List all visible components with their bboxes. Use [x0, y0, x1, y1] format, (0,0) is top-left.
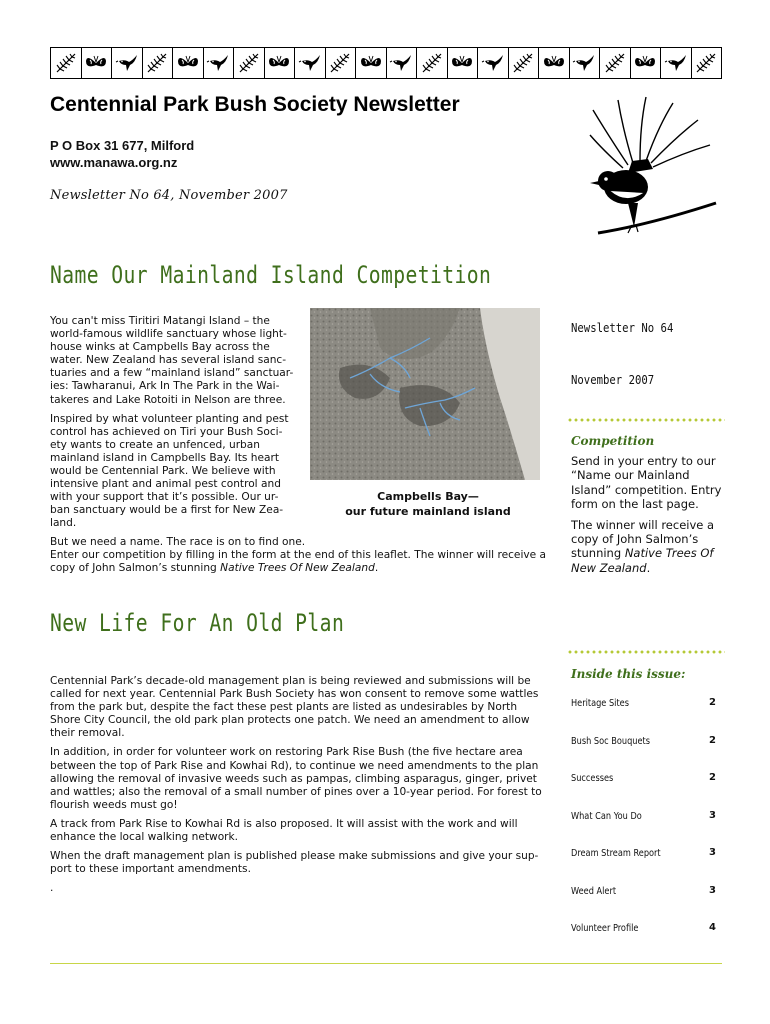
bird-icon [295, 48, 326, 78]
sidebar-issue-date: November 2007 [571, 372, 655, 387]
toc-item[interactable]: Successes 2 [571, 772, 716, 784]
page-number: 4 [709, 922, 716, 933]
bird-icon [112, 48, 143, 78]
bird-icon [387, 48, 418, 78]
sidebar-competition-body [571, 454, 731, 581]
sidebar-issue-number: Newsletter No 64 [571, 320, 674, 335]
paragraph: But we need a name. The race is on to find one. [50, 536, 306, 548]
fern-icon [600, 48, 631, 78]
inside-issue-heading: Inside this issue: [571, 667, 686, 681]
bird-icon [570, 48, 601, 78]
article-heading-plan: New Life For An Old Plan [50, 609, 345, 637]
fern-icon [417, 48, 448, 78]
newsletter-title: Centennial Park Bush Society Newsletter [50, 93, 460, 116]
book-title: Native Trees Of New Zealand [220, 562, 375, 575]
article-heading-competition: Name Our Mainland Island Competition [50, 261, 492, 289]
fern-icon [326, 48, 357, 78]
issue-line: Newsletter No 64, November 2007 [50, 188, 288, 203]
fern-icon [509, 48, 540, 78]
website-link[interactable]: www.manawa.org.nz [50, 155, 178, 170]
page-number: 2 [709, 734, 716, 746]
page-number: 3 [709, 847, 716, 858]
contact-block [50, 137, 194, 171]
fern-icon [234, 48, 265, 78]
page-number: 3 [709, 809, 716, 821]
moth-icon [265, 48, 296, 78]
paragraph: Inspired by what volunteer planting and pest control has achieved on Tiri your Bush Soci-ety wants to create an unfenced, urban mainland island in Campbells Bay. Its heart would be Centennial Park. We believe with intensive plant and animal pest control and with your support that it’s possible. Our ur-ban sanctuary would be a first for New Zea-land. [50, 412, 289, 530]
photo-caption: Campbells Bay— our future mainland island [345, 490, 511, 518]
book-title: Native Trees Of New Zealand [571, 546, 714, 575]
aerial-photo-campbells-bay [310, 308, 540, 480]
paragraph: . [50, 882, 54, 895]
paragraph: The winner will receive a copy of John Salmon’s stunning Native Trees Of New Zealand. [571, 517, 715, 575]
footer-rule [50, 963, 722, 964]
moth-icon [448, 48, 479, 78]
dotted-divider [567, 418, 725, 422]
bird-icon [478, 48, 509, 78]
moth-icon [631, 48, 662, 78]
toc-item[interactable]: Volunteer Profile 4 [571, 922, 716, 934]
paragraph: When the draft management plan is published please make submissions and give your sup-port to these important amendments. [50, 850, 539, 876]
toc-item[interactable]: Weed Alert 3 [571, 884, 716, 897]
fern-icon [692, 48, 722, 78]
page-number: 2 [709, 697, 716, 708]
fern-icon [143, 48, 174, 78]
toc-item[interactable]: Dream Stream Report 3 [571, 847, 716, 859]
moth-icon [539, 48, 570, 78]
table-of-contents [571, 695, 716, 958]
moth-icon [173, 48, 204, 78]
paragraph: Centennial Park’s decade-old management plan is being reviewed and submissions will be called for next year. Centennial Park Bush Society has won consent to remove some wattles from the park but, despite the fact these pest plants are listed as undesirables by North Shore City Council, the old park plan protects one patch. We need an amendment to allow their removal. [50, 675, 539, 740]
postal-address: P O Box 31 677, Milford [50, 138, 195, 153]
decorative-tile-border [50, 47, 722, 79]
paragraph: Enter our competition by filling in the form at the end of this leaflet. The winner will receive a copy of John Salmon’s stunning Native Trees Of New Zealand. [50, 549, 547, 575]
bird-icon [661, 48, 692, 78]
article-competition-footer [50, 536, 550, 575]
article-plan-body [50, 675, 542, 901]
paragraph: In addition, in order for volunteer work on restoring Park Rise Bush (the five hectare area between the top of Park Rise and Kowhai Rd), to continue we need amendments to the plan allowing the removal of invasive weeds such as pampas, climbing asparagus, ginger, privet and wattles; also the removal of a small number of pines over a 10-year period. For forest to flourish weeds must go! [50, 746, 542, 811]
sidebar-competition-heading: Competition [571, 434, 655, 448]
fantail-icon [588, 95, 718, 245]
moth-icon [82, 48, 113, 78]
bird-icon [204, 48, 235, 78]
toc-item[interactable]: Heritage Sites 2 [571, 697, 716, 709]
paragraph: You can't miss Tiritiri Matangi Island – the world-famous wildlife sanctuary whose light-house winks at Campbells Bay across the water. New Zealand has several island sanc-tuaries and a few “mainland island” sanctuar-ies: Tawharanui, Ark In The Park in the Wai-takeres and Lake Rotoiti in Nelson are three. [50, 315, 294, 406]
moth-icon [356, 48, 387, 78]
paragraph: Send in your entry to our “Name our Mainland Island” competition. Entry form on the last page. [571, 454, 722, 512]
page-number: 2 [709, 772, 716, 783]
dotted-divider [567, 650, 725, 654]
paragraph: A track from Park Rise to Kowhai Rd is also proposed. It will assist with the work and will enhance the local walking network. [50, 817, 518, 844]
toc-item[interactable]: What Can You Do 3 [571, 809, 716, 822]
page-number: 3 [709, 884, 716, 896]
toc-item[interactable]: Bush Soc Bouquets 2 [571, 734, 716, 747]
fern-icon [51, 48, 82, 78]
article-competition-body [50, 315, 298, 537]
